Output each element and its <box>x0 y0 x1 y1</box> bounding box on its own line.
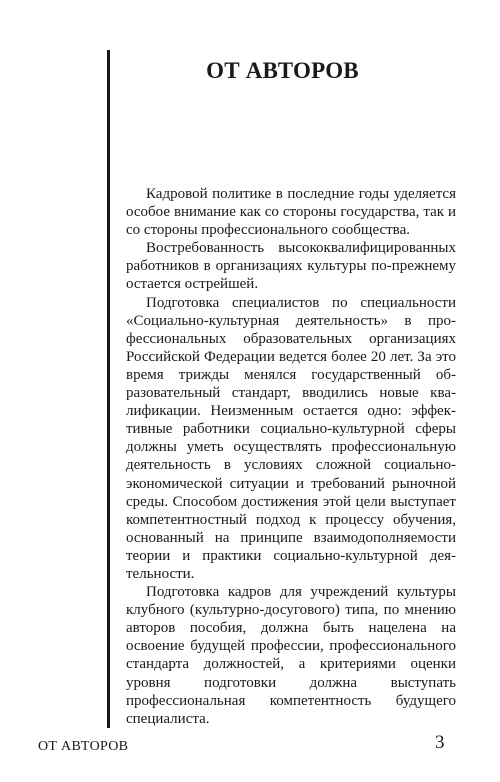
vertical-rule <box>107 50 110 728</box>
page-title: ОТ АВТОРОВ <box>206 58 359 83</box>
paragraph-3: Подготовка специалистов по специальности «Социально-культурная деятельность» в профессиональных образовательных организациях Российской Федерации ведется более 20 лет. За это время трижды менялся государственный образовательный стандарт, вводились новые квалификации. Неизменным остается одно: эффективные работники социально-культурной сферы должны уметь осуществлять профессиональную деятельность в условиях сложной социально-экономической ситуации и требований рыночной среды. Способом достижения этой цели выступает компетентностный подход к процессу обучения, основанный на принципе взаимодополняемости теории и практики социально-культурной деятельности. <box>126 294 456 582</box>
paragraph-1: Кадровой политике в последние годы уделяется особое внимание как со стороны государства, так и со стороны профессионального сообщества. <box>126 186 456 239</box>
paragraph-2: Востребованность высококвалифицированных работников в организациях культуры по-прежнему остается острейшей. <box>126 240 456 293</box>
body-text <box>126 185 456 728</box>
page-number: 3 <box>435 732 445 753</box>
paragraph-4: Подготовка кадров для учреждений культуры клубного (культурно-досугового) типа, по мнению авторов пособия, должна быть нацелена на освоение будущей профессии, профессионального стандарта должностей, а критериями оценки уровня подготовки должна выступать профессиональная компетентность будущего специалиста. <box>126 584 456 727</box>
running-footer-title: ОТ АВТОРОВ <box>38 739 129 754</box>
